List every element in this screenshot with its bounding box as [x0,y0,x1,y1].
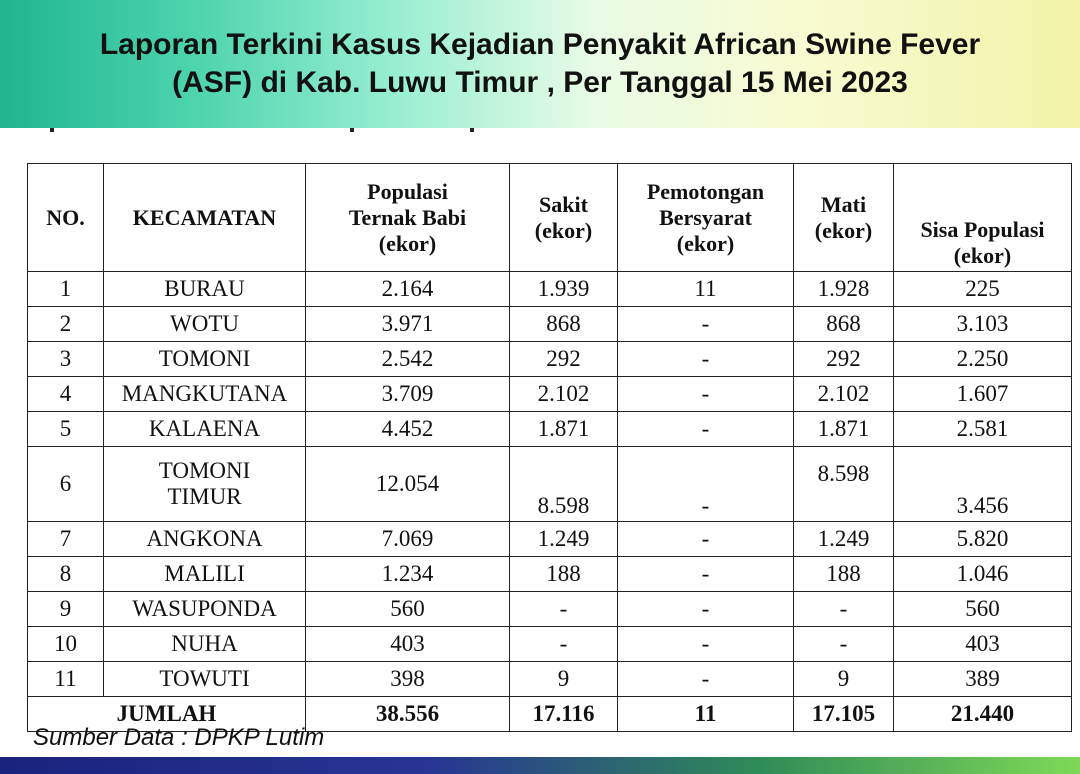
cell-kecamatan: MANGKUTANA [104,377,306,412]
table-row [28,272,1072,307]
cell-kecamatan: NUHA [104,627,306,662]
cell-sakit: 1.249 [510,522,618,557]
column-header-pemotongan: Pemotongan Bersyarat (ekor) [618,164,794,272]
table-row [28,662,1072,697]
cell-kecamatan: TOMONI TIMUR [104,447,306,522]
cell-sisa: 560 [894,592,1072,627]
cell-sisa: 225 [894,272,1072,307]
total-sakit: 17.116 [510,697,618,732]
clipped-text-fragment [30,128,530,138]
table-row [28,307,1072,342]
cell-populasi: 560 [306,592,510,627]
cell-kecamatan: TOMONI [104,342,306,377]
column-header-populasi: Populasi Ternak Babi (ekor) [306,164,510,272]
total-mati: 17.105 [794,697,894,732]
column-header-sakit: Sakit (ekor) [510,164,618,272]
column-header-kecamatan: KECAMATAN [104,164,306,272]
cell-sakit: 1.939 [510,272,618,307]
table-row [28,412,1072,447]
cell-pemotongan: - [618,307,794,342]
cell-sakit: - [510,592,618,627]
cell-no: 9 [28,592,104,627]
cell-kecamatan: TOWUTI [104,662,306,697]
cell-no: 10 [28,627,104,662]
cell-mati: 292 [794,342,894,377]
cell-populasi: 3.709 [306,377,510,412]
cell-mati: 1.871 [794,412,894,447]
cell-kecamatan: KALAENA [104,412,306,447]
cell-pemotongan: - [618,662,794,697]
cell-sakit: - [510,627,618,662]
table-row [28,592,1072,627]
cell-sakit: 188 [510,557,618,592]
cell-populasi: 4.452 [306,412,510,447]
cell-kecamatan: BURAU [104,272,306,307]
cell-pemotongan: - [618,342,794,377]
asf-case-table [27,163,1072,732]
cell-no: 6 [28,447,104,522]
cell-populasi: 398 [306,662,510,697]
cell-pemotongan: 11 [618,272,794,307]
cell-pemotongan: - [618,377,794,412]
cell-sakit: 9 [510,662,618,697]
table-row [28,342,1072,377]
total-pemotongan: 11 [618,697,794,732]
cell-pemotongan: - [618,522,794,557]
cell-mati: 2.102 [794,377,894,412]
report-title-line-1: Laporan Terkini Kasus Kejadian Penyakit African Swine Fever [99,28,981,61]
cell-populasi: 2.164 [306,272,510,307]
cell-sisa: 1.607 [894,377,1072,412]
cell-no: 5 [28,412,104,447]
total-populasi: 38.556 [306,697,510,732]
table-header-row [28,164,1072,272]
cell-populasi: 2.542 [306,342,510,377]
column-header-no: NO. [28,164,104,272]
cell-mati: 1.928 [794,272,894,307]
cell-no: 11 [28,662,104,697]
table-row [28,557,1072,592]
cell-pemotongan: - [618,592,794,627]
cell-kecamatan: ANGKONA [104,522,306,557]
cell-populasi: 7.069 [306,522,510,557]
bottom-accent-bar [0,757,1080,774]
cell-mati: - [794,627,894,662]
cell-populasi: 12.054 [306,447,510,522]
cell-sisa: 3.103 [894,307,1072,342]
cell-sakit: 1.871 [510,412,618,447]
table-row [28,447,1072,522]
cell-kecamatan: WASUPONDA [104,592,306,627]
column-header-sisa: Sisa Populasi (ekor) [894,164,1072,272]
cell-sakit: 2.102 [510,377,618,412]
cell-sakit: 292 [510,342,618,377]
cell-populasi: 3.971 [306,307,510,342]
total-sisa: 21.440 [894,697,1072,732]
table-row [28,522,1072,557]
cell-sisa: 2.250 [894,342,1072,377]
cell-pemotongan: - [618,627,794,662]
cell-populasi: 1.234 [306,557,510,592]
table-row [28,627,1072,662]
cell-mati: 868 [794,307,894,342]
cell-mati: 1.249 [794,522,894,557]
cell-pemotongan: - [618,557,794,592]
report-title-line-2: (ASF) di Kab. Luwu Timur , Per Tanggal 15 Mei 2023 [172,66,908,99]
cell-populasi: 403 [306,627,510,662]
cell-pemotongan: - [618,447,794,522]
cell-pemotongan: - [618,412,794,447]
cell-no: 2 [28,307,104,342]
cell-no: 3 [28,342,104,377]
cell-no: 1 [28,272,104,307]
cell-sakit: 868 [510,307,618,342]
cell-no: 4 [28,377,104,412]
cell-kecamatan: MALILI [104,557,306,592]
cell-no: 7 [28,522,104,557]
data-source-note: Sumber Data : DPKP Lutim [33,724,325,751]
cell-no: 8 [28,557,104,592]
table-row [28,377,1072,412]
cell-kecamatan: WOTU [104,307,306,342]
cell-sisa: 3.456 [894,447,1072,522]
cell-mati: - [794,592,894,627]
column-header-mati: Mati (ekor) [794,164,894,272]
cell-mati: 188 [794,557,894,592]
cell-mati: 8.598 [794,447,894,522]
cell-sisa: 5.820 [894,522,1072,557]
cell-sisa: 403 [894,627,1072,662]
title-banner [0,0,1080,128]
cell-mati: 9 [794,662,894,697]
total-label: JUMLAH [28,697,306,732]
report-title [0,26,1080,102]
cell-sisa: 1.046 [894,557,1072,592]
cell-sisa: 389 [894,662,1072,697]
cell-sakit: 8.598 [510,447,618,522]
cell-sisa: 2.581 [894,412,1072,447]
